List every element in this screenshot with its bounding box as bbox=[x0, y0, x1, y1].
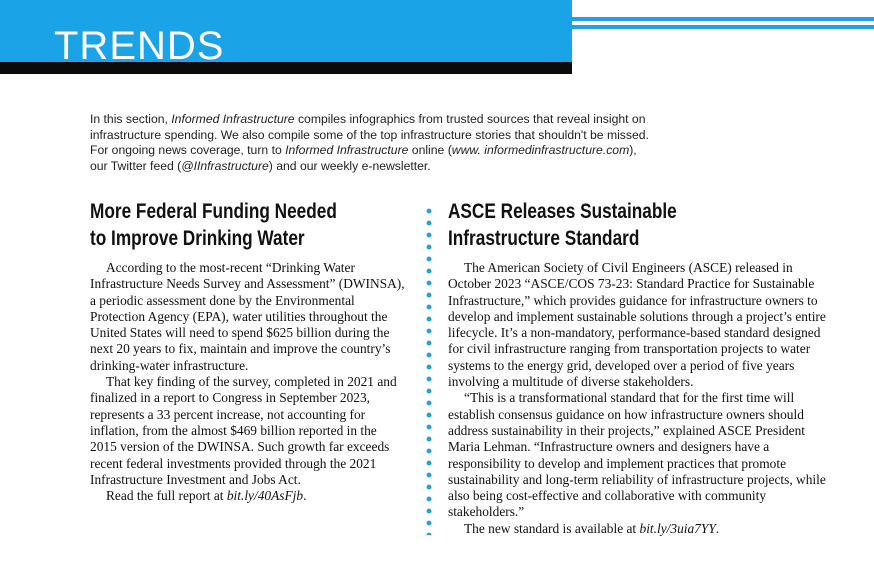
article-headline: More Federal Funding Needed to Improve Drinking Water bbox=[90, 200, 337, 250]
report-link[interactable]: bit.ly/40AsFjb bbox=[226, 488, 304, 504]
article-headline: ASCE Releases Sustainable Infrastructure Standard bbox=[448, 200, 677, 250]
column-divider bbox=[426, 205, 432, 535]
article-body bbox=[448, 260, 838, 537]
article-asce-standard bbox=[448, 198, 838, 537]
article-body bbox=[90, 260, 405, 504]
standard-link[interactable]: bit.ly/3uia7YY bbox=[639, 520, 716, 536]
section-title: TRENDS bbox=[54, 24, 225, 68]
article-paragraph: Read the full report at bit.ly/40AsFjb. bbox=[106, 488, 307, 504]
article-paragraph: That key finding of the survey, completed in 2021 and finalized in a report to Congress in September 2023, represents a 33 percent increase, not accounting for inflation, from the almost $469 billion reported in the 2015 version of the DWINSA. Such growth far exceeds recent federal investments provided through the 2021 Infrastructure Investment and Jobs Act. bbox=[90, 374, 397, 487]
article-paragraph: The new standard is available at bit.ly/3uia7YY. bbox=[464, 520, 720, 536]
header-rule-bottom bbox=[572, 25, 874, 29]
intro-paragraph: In this section, Informed Infrastructure compiles infographics from trusted sources that reveal insight on infrastructure spending. We also compile some of the top infrastructure stories that shouldn't be missed. For ongoing news coverage, turn to Informed Infrastructure online (www. informedinfrastructure.com), our Twitter feed (@IInfrastructure) and our weekly e-newsletter. bbox=[90, 112, 649, 173]
article-paragraph: The American Society of Civil Engineers (ASCE) released in October 2023 “ASCE/COS 73-23: Standard Practice for Sustainable Infrastructure,” which provides guidance for infrastructure owners to develop and implement sustainable solutions through a project’s entire lifecycle. It’s a non-mandatory, performance-based standard designed for civil infrastructure ranging from transportation projects to water systems to the energy grid, developed over a period of five years involving a multitude of diverse stakeholders. bbox=[448, 260, 826, 390]
article-paragraph: “This is a transformational standard that for the first time will establish consensus guidance on how infrastructure owners should address sustainability in their projects,” explained ASCE President Maria Lehman. “Infrastructure owners and designers have a responsibility to develop and implement practices that promote sustainability and long-term reliability of infrastructure projects, while also being cost-effective and collaborative with community stakeholders.” bbox=[448, 390, 826, 520]
article-paragraph: According to the most-recent “Drinking Water Infrastructure Needs Survey and Assessment” (DWINSA), a periodic assessment done by the Environmental Protection Agency (EPA), water utilities throughout the United States will need to spend $625 billion during the next 20 years to fix, maintain and improve the country’s drinking-water infrastructure. bbox=[90, 260, 405, 373]
header-rule-top bbox=[572, 17, 874, 21]
article-drinking-water bbox=[90, 198, 405, 504]
